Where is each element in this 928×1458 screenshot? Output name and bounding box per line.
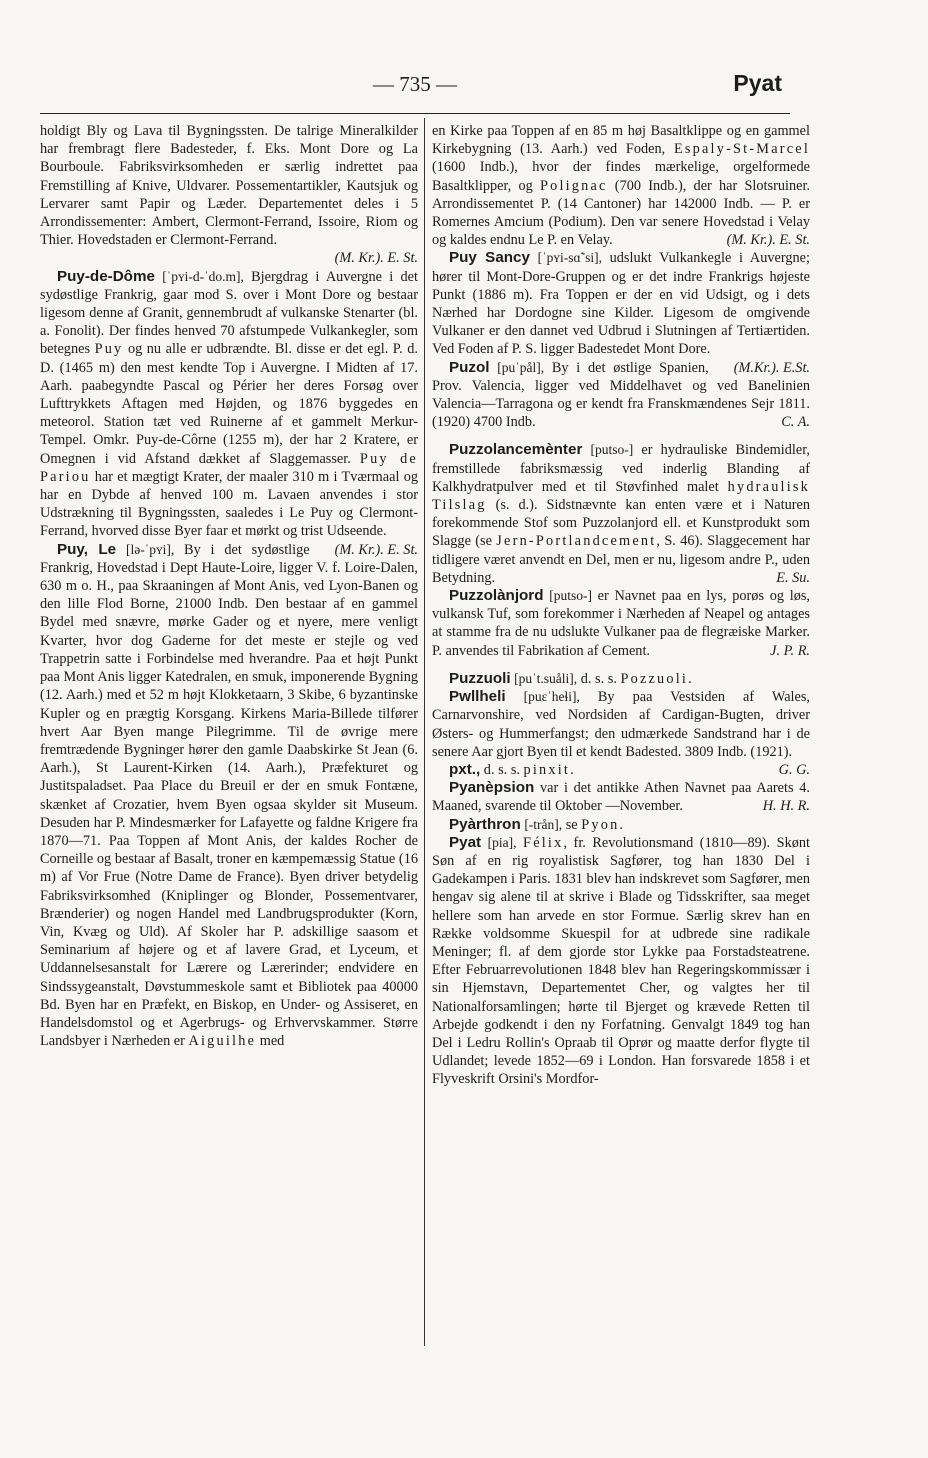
- signature: C. A.: [781, 414, 810, 431]
- headword: pxt.,: [449, 760, 481, 778]
- pronunciation: [putso-]: [549, 588, 592, 604]
- headword: Pyanèpsion: [449, 779, 535, 797]
- page-header: [40, 72, 790, 106]
- entry-puzzuoli: Puzzuoli [puˈt.suåli], d. s. s. Pozzuoli.: [449, 669, 694, 687]
- entry-pwllheli: Pwllheli [puɛˈheɬi], By paa Vestsiden af Wales, Carnarvonshire, ved Nordsiden af Cardigan-Bugten, driver Østers- og Hummerfangst; den udmærkede Sandstrand har i de senere Aar gjort Byen til et kendt Badested. 3809 Indb. (1921). G. G.: [432, 688, 811, 778]
- signature: H. H. R.: [762, 798, 810, 815]
- entry-pyanepsion: Pyanèpsion var i det antikke Athen Navnet paa Aarets 4. Maaned, svarende til Oktober —November. H. H. R.: [432, 779, 810, 815]
- signature: (M. Kr.). E. St.: [334, 541, 418, 558]
- signature: G. G.: [778, 761, 810, 778]
- entry-puy-sancy: Puy Sancy [ˈpʏi-sɑ̃ˈsi], udslukt Vulkankegle i Auvergne; hører til Mont-Dore-Gruppen og er det indre Frankrigs højeste Punkt (1886 m). Fra Toppen er der en vid Udsigt, og i dets Nærhed har Dordogne sine Kilder. Ligesom de omgivende Vulkaner er den dannet ved Udbrud i Slutningen af Tertiærtiden. Ved Foden af P. S. ligger Badestedet Mont Dore. (M.Kr.). E.St.: [432, 249, 810, 376]
- headword: Puzzolànjord: [449, 587, 544, 605]
- left-column: [40, 122, 418, 1050]
- pronunciation: [ˈpʏi-d-ˈdo.m],: [162, 268, 244, 284]
- pronunciation: [lə-ˈpʏi],: [125, 541, 175, 557]
- entry-puzzolancementer: Puzzolancemènter [putso-] er hydrauliske Bindemidler, fremstillede fabriksmæssig ved inderlig Blanding af Kalkhydratpulver med et til Støvfinhed malet hydraulisk Tilslag (s. d.). Sidstnævnte kan enten være et i Naturen forekommende Stof som Puzzolanjord ell. et Kunstprodukt som Slagge (se Jern-Portlandcement, S. 46). Slaggecement har tidligere været anvendt en Del, men er nu, ligesom andre P., uden Betydning. E. Su.: [432, 441, 810, 586]
- headword: Pyat: [449, 833, 482, 851]
- headword: Puzzuoli: [449, 669, 511, 687]
- pronunciation: [puˈt.suåli],: [514, 670, 578, 686]
- signature: (M. Kr.). E. St.: [334, 250, 418, 267]
- spacer: [432, 660, 810, 670]
- headword: Puy-de-Dôme: [57, 267, 155, 285]
- entry-puy-le: Puy, Le [lə-ˈpʏi], By i det sydøstlige Frankrig, Hovedstad i Dept Haute-Loire, ligger V. f. Loire-Dalen, 630 m o. H., paa Skraaningen af Mont Anis, ved Lyon-Banen og den lille Flod Borne, 21000 Indb. Den bestaar af en gammel Bydel med snævre, mørke Gader og et nyere, mere venligt Kvarter, hvor dog Gaderne for det meste er stejle og ved Trappetrin satte i Forbindelse med hverandre. Paa et højt Punkt paa Mont Anis ligger Katedralen, en smuk, imponerende Bygning (12. Aarh.) med et 52 m højt Klokketaarn, 3 Skibe, 6 byzantinske Kupler og en prægtig Korsgang. Kirkens Maria-Billede tilfører hvert Aar Byen mange Pilegrimme. Til de øvrige mere fremtrædende Bygninger hører den gamle Daabskirke St Jean (6. Aarh.), St Laurent-Kirken (14. Aarh.), Præfekturet og Justitspaladset. Paa Place du Breuil er der en smuk Fontæne, skænket af Crozatier, hvem Byen ogsaa skylder sit Museum. Desuden har P. Mindesmærker for Lafayette og faldne Krigere fra 1870—71. Paa Toppen af Mont Anis, der kaldes Rocher de Corneille og bestaar af Basalt, troner en kæmpemæssig Statue (16 m) af Vor Frue (Notre Dame de France). Byen driver betydelig Fabriksvirksomhed (Kniplinger og Blonder, Possementvarer, Brænderier) og nogen Handel med Landbrugsprodukter (Korn, Vin, Kvæg og Uld). Af Skoler har P. adskillige saasom et Seminarium af højere og et af lavere Grad, et Lyceum, et Uddannelsesanstalt for Lærere og Lærerinder; endvidere en Sindssygeanstalt, Døvstummeskole samt et Bibliotek paa 40000 Bd. Byen har en Præfekt, en Biskop, en Under- og Assiseret, en Handelsdomstol og et Agerbrugs- og Erhvervskammer. Større Landsbyer i Nærheden er Aiguilhe med: [40, 540, 418, 1050]
- signature: (M. Kr.). E. St.: [726, 232, 810, 249]
- page-number: — 735 —: [373, 72, 457, 96]
- pronunciation: [pia],: [487, 834, 517, 850]
- signature: J. P. R.: [770, 642, 810, 659]
- spacer: [432, 431, 810, 441]
- headword: Pyàrthron: [449, 815, 521, 833]
- column-divider: [424, 118, 425, 1346]
- headword: Puy Sancy: [449, 249, 530, 267]
- pronunciation: [-trån],: [524, 816, 563, 832]
- entry-pxt: pxt., d. s. s. pinxit.: [449, 760, 576, 778]
- entry-puzol: Puzol [puˈpål], By i det østlige Spanien, Prov. Valencia, ligger ved Middelhavet og ved Banelinien Valencia—Tarragona og er kendt fra Franskmændenes Sejr 1811. (1920) 4700 Indb. C. A.: [432, 358, 810, 431]
- headword: Puzol: [449, 358, 490, 376]
- signature: (M.Kr.). E.St.: [733, 359, 810, 376]
- entry-pyarthron: Pyàrthron [-trån], se Pyon.: [449, 815, 626, 833]
- pronunciation: [putso-]: [590, 442, 634, 458]
- headword: Puy, Le: [57, 540, 117, 558]
- pronunciation: [puˈpål],: [497, 359, 545, 375]
- right-column: [432, 122, 810, 1089]
- entry-puzzolanjord: Puzzolànjord [putso-] er Navnet paa en lys, porøs og løs, vulkansk Tuf, som forekommer i Nærheden af Neapel og antages at stamme fra de nu udslukte Vulkaner paa de flegræiske Marker. P. anvendes til Fabrikation af Cement. J. P. R.: [432, 587, 810, 659]
- entry-continuation: holdigt Bly og Lava til Bygningssten. De talrige Mineralkilder har frembragt flere Badesteder, f. Eks. Mont Dore og La Bourboule. Fabriksvirksomheden er særlig indrettet paa Fremstilling af Knive, Uldvarer. Possementartikler, Kautsjuk og Lervarer samt Papir og Læder. Departementet deles i 5 Arrondissementer: Ambert, Clermont-Ferrand, Issoire, Riom og Thier. Hovedstaden er Clermont-Ferrand.: [40, 123, 418, 249]
- entry-puy-de-dome: Puy-de-Dôme [ˈpʏi-d-ˈdo.m], Bjergdrag i Auvergne i det sydøstlige Frankrig, gaar mod S. over i Mont Dore og bestaar ligesom denne af Granit, gennembrudt af vulkanske Stenarter (bl. a. Fonolit). Der findes henved 70 afstumpede Vulkankegler, som betegnes Puy og nu alle er udbrændte. Bl. disse er det egl. P. d. D. (1465 m) den mest kendte Top i Auvergne. I Midten af 17. Aarh. paabegyndte Pascal og Périer her deres Forsøg over Lufttrykkets Aftagen med Højden, og 1876 byggedes en meteorol. Station tæt ved Ruinerne af et gammelt Merkur-Tempel. Omkr. Puy-de-Côrne (1255 m), der har 2 Kratere, er Omegnen i vid Afstand dækket af Slaggemasser. Puy de Pariou har et mægtigt Krater, der maaler 310 m i Tværmaal og har en Dybde af henved 100 m. Lavaen anvendes i stor Udstrækning til Bygningssten, saaledes i Le Puy og Clermont-Ferrand, hvorved disse Byer faar et mørkt og trist Udseende. (M. Kr.). E. St.: [40, 267, 419, 558]
- pronunciation: [puɛˈheɬi],: [523, 689, 580, 705]
- pronunciation: [ˈpʏi-sɑ̃ˈsi],: [537, 250, 602, 266]
- header-rule: [40, 113, 790, 114]
- running-head: Pyat: [733, 70, 782, 96]
- entry-pyat: Pyat [pia], Félix, fr. Revolutionsmand (1810—89). Skønt Søn af en rig royalistisk Sagfører, tog han 1830 Del i Gadekampen i Paris. 1831 blev han indskrevet som Sagfører, men hengav sig alene til at skrive i Blade og Tidsskrifter, saa meget hellere som han arvede en stor Formue. Særlig skrev han en Række voldsomme Skuespil for at udbrede sine radikale Meninger; fl. af dem gjorde stor Lykke paa Forstadsteatrene. Efter Februarrevolutionen 1848 blev han Regeringskommissær i sin Hjemstavn, Departementet Cher, og valgtes her til Nationalforsamlingen; hørte til Bjerget og krævede Retten til Arbejde godkendt i den ny Forfatning. Genvalgt 1849 tog han Del i Ledru Rollin's Opraab til Oprør og maatte derfor flygte til Udlandet; levede 1852—69 i London. Han forsvarede 1858 i et Flyveskrift Orsini's Mordfor-: [432, 833, 810, 1088]
- entry-continuation: en Kirke paa Toppen af en 85 m høj Basaltklippe og en gammel Kirkebygning (13. Aarh.) ved Foden, Espaly-St-Marcel (1600 Indb.), hvor der findes mærkelige, orgelformede Basaltklipper, og Polignac (700 Indb.), der har Slotsruiner. Arrondissementet P. (14 Cantoner) har 142000 Indb. — P. er Romernes Amcium (Podium). Den var senere Hovedstad i Velay og kaldes endnu Le P. en Velay. (M. Kr.). E. St.: [432, 123, 810, 249]
- headword: Pwllheli: [449, 688, 506, 706]
- headword: Puzzolancemènter: [449, 441, 583, 459]
- signature: E. Su.: [776, 569, 810, 586]
